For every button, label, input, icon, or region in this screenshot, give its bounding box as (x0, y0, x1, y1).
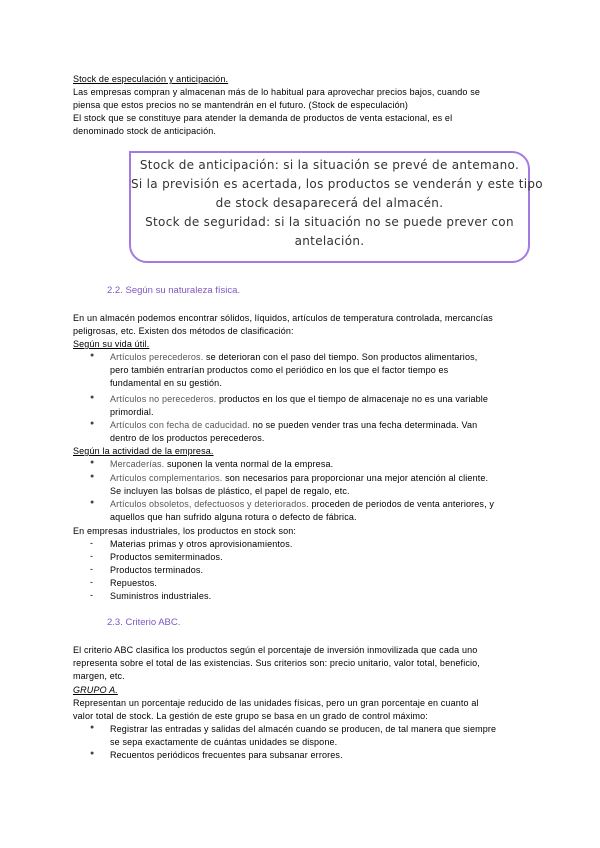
subheading-grupo-a: GRUPO A. (73, 685, 118, 695)
heading-criterio-abc: 2.3. Criterio ABC. (107, 617, 181, 628)
note-line: Stock de anticipación: si la situación se prevé de antemano. (139, 158, 520, 172)
list-item: Productos terminados. (110, 565, 204, 575)
list-item-cont: primordial. (110, 407, 154, 417)
dash-marker: - (90, 564, 93, 574)
handwritten-note-box (129, 151, 543, 263)
heading-naturaleza-fisica: 2.2. Según su naturaleza física. (107, 285, 241, 296)
paragraph-line: El criterio ABC clasifica los productos según el porcentaje de inversión inmovilizada que cada uno (73, 645, 478, 655)
bullet-icon: ● (90, 459, 95, 466)
paragraph-line: representa sobre el total de las existencias. Sus criterios son: precio unitario, valor total, beneficio, (73, 658, 480, 668)
list-item: Artículos complementarios. son necesarios para proporcionar una mejor atención al cliente. (110, 473, 489, 483)
note-line: Si la previsión es acertada, los productos se venderán y este tipo (131, 177, 543, 191)
paragraph-line: En un almacén podemos encontrar sólidos, líquidos, artículos de temperatura controlada, mercancías (73, 313, 493, 323)
bullet-icon: ● (90, 499, 95, 506)
list-item: Recuentos periódicos frecuentes para subsanar errores. (110, 750, 343, 760)
list-item-cont: Se incluyen las bolsas de plástico, el papel de regalo, etc. (110, 486, 350, 496)
section-title-speculation: Stock de especulación y anticipación. (73, 74, 229, 84)
bullet-icon: ● (90, 394, 95, 401)
paragraph-line: valor total de stock. La gestión de este grupo se basa en un grado de control máximo: (73, 711, 428, 721)
list-item: Productos semiterminados. (110, 552, 223, 562)
paragraph-line: Las empresas compran y almacenan más de lo habitual para aprovechar precios bajos, cuando se (73, 87, 481, 97)
list-item: Artículos no perecederos. productos en los que el tiempo de almacenaje no es una variable (110, 394, 489, 404)
subheading-actividad: Según la actividad de la empresa. (73, 446, 214, 456)
bullet-icon: ● (90, 420, 95, 427)
note-line: antelación. (294, 234, 365, 248)
list-item: Mercaderías. suponen la venta normal de la empresa. (110, 459, 334, 469)
paragraph-line: Representan un porcentaje reducido de las unidades físicas, pero un gran porcentaje en cuanto al (73, 698, 479, 708)
dash-marker: - (90, 577, 93, 587)
note-line: Stock de seguridad: si la situación no se puede prever con (145, 215, 514, 229)
list-item: Registrar las entradas y salidas del almacén cuando se producen, de tal manera que siempre (110, 724, 497, 734)
list-item-cont: fundamental en su gestión. (110, 378, 222, 388)
paragraph-line: margen, etc. (73, 671, 125, 681)
dash-marker: - (90, 538, 93, 548)
bullet-icon: ● (90, 473, 95, 480)
list-item-cont: dentro de los productos perecederos. (110, 433, 265, 443)
list-item-cont: pero también entrarían productos como el periódico en los que el factor tiempo es (110, 365, 449, 375)
list-item: Suministros industriales. (110, 591, 212, 601)
list-item: Artículos perecederos. se deterioran con el paso del tiempo. Son productos alimentarios, (110, 352, 478, 362)
paragraph-line: En empresas industriales, los productos en stock son: (73, 526, 297, 536)
bullet-icon: ● (90, 750, 95, 757)
paragraph-line: peligrosas, etc. Existen dos métodos de clasificación: (73, 326, 294, 336)
paragraph-line: denominado stock de anticipación. (73, 126, 217, 136)
list-item-cont: aquellos que han sufrido alguna rotura o defecto de fábrica. (110, 512, 357, 522)
list-item: Materias primas y otros aprovisionamientos. (110, 539, 293, 549)
list-item: Repuestos. (110, 578, 158, 588)
list-item: Artículos con fecha de caducidad. no se pueden vender tras una fecha determinada. Van (110, 420, 478, 430)
bullet-icon: ● (90, 352, 95, 359)
dash-marker: - (90, 551, 93, 561)
bullet-icon: ● (90, 724, 95, 731)
subheading-vida-util: Según su vida útil. (73, 339, 150, 349)
list-item: Artículos obsoletos, defectuosos y deteriorados. proceden de periodos de venta anteriores, y (110, 499, 495, 509)
list-item-cont: se sepa exactamente de cuántas unidades se dispone. (110, 737, 338, 747)
dash-marker: - (90, 590, 93, 600)
note-line: de stock desaparecerá del almacén. (215, 196, 444, 210)
paragraph-line: El stock que se constituye para atender la demanda de productos de venta estacional, es el (73, 113, 453, 123)
paragraph-line: piensa que estos precios no se mantendrán en el futuro. (Stock de especulación) (73, 100, 409, 110)
